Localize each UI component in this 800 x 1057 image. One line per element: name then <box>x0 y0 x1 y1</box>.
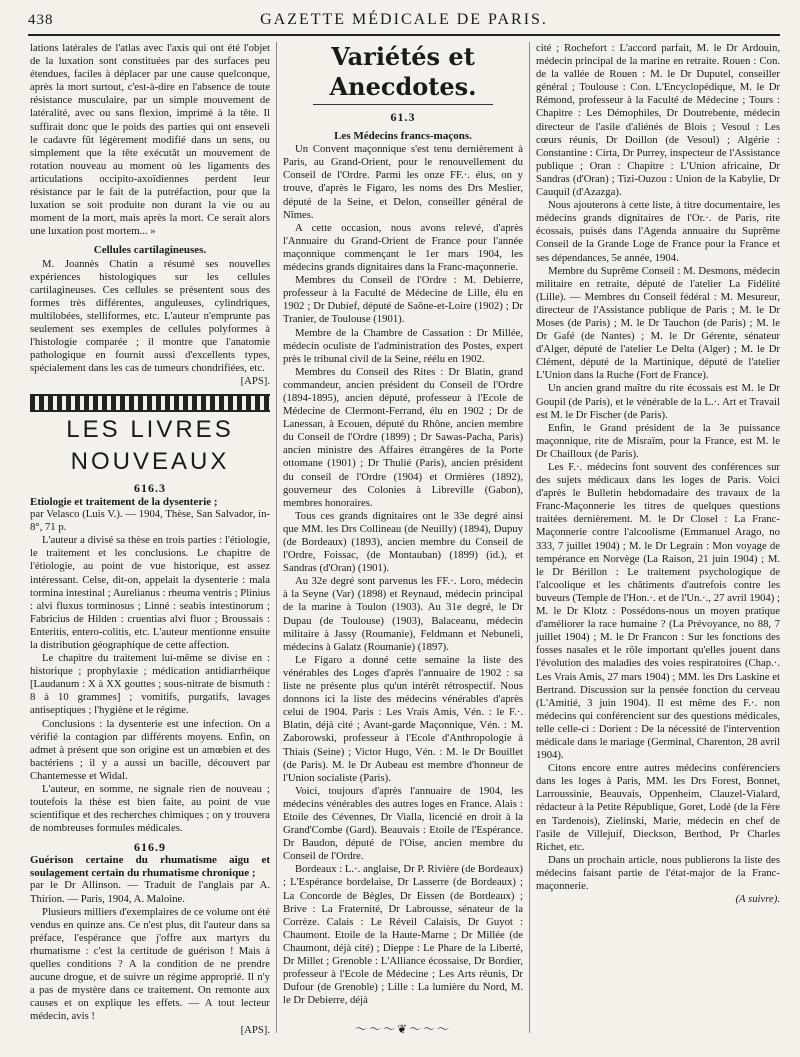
signature-aps: [APS]. <box>240 1023 270 1036</box>
paragraph: Le chapitre du traitement lui-même se divise en : historique ; prophylaxie ; médication antidiarrhéique [Laudanum : X à XX gouttes ; sous-nitrate de bismuth : 8 à 10 grammes] ; vomitifs, purgatifs, lavages antiseptiques ; l'hygiène et le régime. <box>30 652 270 717</box>
paragraph: Dans un prochain article, nous publierons la liste des médecins faisant partie de l'état-major de la Franc-maçonnerie. <box>536 853 780 892</box>
paragraph: Le Figaro a donné cette semaine la liste des vénérables des Loges d'après l'annuaire de 1902 : sa liste ne présente plus qu'un intérêt rétrospectif. Nous donnons ici la liste des médecins vénérables d'après celui de 1904. Paris : Les Vrais Amis, Vén. : le F.·. Blatin, déjà cité ; Avant-garde Maçonnique, Vén. : M. Zaborowski, professeur à l'Ecole d'Anthropologie à Thiais (Seine) ; Victor Hugo, Vén. : M. le Dr Bouillet (de Paris). M. le Dr Aubeau est membre d'honneur de l'Union socialiste (Paris). <box>283 653 523 784</box>
paragraph: Membres du Conseil de l'Ordre : M. Debierre, professeur à la Faculté de Médecine de Lille, élu en 1902 ; Dr Dubief, député de Saône-et-Loire (1902) ; Dr Tranier, de Toulouse (1901). <box>283 274 523 326</box>
paragraph: lations latérales de l'atlas avec l'axis qui ont été l'objet de la luxation sont constituées par des surfaces peu étendues, faciles à déplacer par une cause quelconque, après la mort surtout, c'est-à-dire en l'absence de toute résistance musculaire, par un simple mouvement de latéralité, avec ou sans flexion, imprimé à la tête. Il suffirait donc que le poids des parties qui ont enseveli le cadavre fût légèrement modifié dans un sens, ou simplement que la tête exécutât un mouvement de rotation nouveau au moment où les ligaments des articulations occipito-axoïdiennes perdent leur résistance par le fait de la putréfaction, pour que la luxation se soit produite non durant la vie ou au moment de la mort, mais après la mort. Ce serait alors une luxation post mortem... » <box>30 42 270 238</box>
page-number: 438 <box>28 12 54 28</box>
column-divider <box>276 42 277 1033</box>
paragraph: Nous ajouterons à cette liste, à titre documentaire, les médecins grands dignitaires de l'Or.·. de Paris, rite écossais, puisés dans l'Agenda annuaire du Suprême Conseil de la Grande Loge de France pour la France et ses dépendances, 5e année, 1904. <box>536 199 780 264</box>
book-title: Etiologie et traitement de la dysenterie ; <box>30 495 218 508</box>
column-right <box>536 42 780 906</box>
column-middle <box>283 42 523 1007</box>
paragraph: A cette occasion, nous avons relevé, d'après l'Annuaire du Grand-Orient de France pour l'année maçonnique commençant le 1er mars 1904, les médecins grands dignitaires dans la Franc-maçonnerie. <box>283 221 523 274</box>
paragraph: Les F.·. médecins font souvent des conférences sur des sujets médicaux dans les loges de Paris. Voici d'après le Bulletin hebdomadaire des travaux de la Franc-Maçonnerie les titres de quelques questions traitées dernièrement. M. le Dr Closel : La Franc-Maçonnerie contre l'alcoolisme (Emmanuel Arago, no 333, 7 juillet 1904) ; M. le Dr Legrain : Mon voyage de tempérance en Norvège (La Raison, 21 juin 1904) ; M. le Dr Bérillon : Le traitement psychologique de l'alcoolique et les châtiments d'autrefois contre les buveurs (Temple de l'Hon.·. et de l'Un.·., 27 avril 1904) ; M. le Dr Klotz : Possédons-nous un moyen pratique d'améliorer la race humaine ? (La Prévoyance, no 88, 7 juillet 1904) ; M. le Dr Francon : Sur les fonctions des fosses nasales et le rôle important qu'elles jouent dans l'évolution des maladies des voies respiratoires (Chap.·. Les Vrais Amis, 27 mars 1904) ; MM. les Drs Laskine et Bertrand. Discussion sur la pensée fonction du cerveau (L'Amitié, 3 juin 1904). Il est même des F.·. non médecins qui conférencient sur des questions médicales, telle celle-ci : Dorient : De la nécessité de l'intervention médicale dans le mariage (Germinal, Charenton, 28 avril 1904). <box>536 461 780 762</box>
book-reference: par Velasco (Luis V.). — 1904, Thèse, San Salvador, in-8°, 71 p. <box>30 508 270 534</box>
paragraph: L'auteur a divisé sa thèse en trois parties : l'étiologie, le traitement et les conclusions. Le chapitre de l'étiologie, au point de vue historique, est assez intéressant. Celse, dit-on, appelait la dysenterie : mala tormina intestinal ; Aurelianus : rheuma ventris ; Plinius : alvi fluxus torminosus ; Linné : seabis intestinorum ; Fabricius de Hilden : cruentias alvi fluor ; Broussais : Enteritis, entero-colitis, etc. L'auteur mentionne ensuite la distribution géographique de cette affection. <box>30 534 270 651</box>
article-heading: Les Médecins francs-maçons. <box>334 130 472 143</box>
section-rule <box>313 104 493 105</box>
book-reference: par le Dr Allinson. — Traduit de l'anglais par A. Thirion. — Paris, 1904, A. Maloine. <box>30 879 270 905</box>
paragraph: cité ; Rochefort : L'accord parfait, M. le Dr Ardouin, médecin principal de la marine en retraite. Rouen : Con. de la vallée de Rouen : M. le Dr Duputel, conseiller général ; Toulouse : Con. L'Encyclopédique, M. le Dr Rémond, professeur à la Faculté de Médecine ; Tours : Chapitre : Les Démophiles, Dr Doutrebente, médecin directeur de l'asile d'aliénés de Blois ; Vesoul : Les cœurs réunis, Dr Doillon (de Vesoul) ; Algérie : Constantine : Cirta, Dr Purrey, inspecteur de l'Assistance publique ; Oran : Chapitre : L'Union africaine, Dr Sandras (d'Oran) ; Tizi-Ouzou : Union de la Kabylie, Dr Cauquil (d'Azazga). <box>536 42 780 199</box>
section-title: Variétés et Anecdotes. <box>329 42 477 101</box>
classification-number: 61.3 <box>390 110 416 124</box>
paragraph: Membres du Conseil des Rites : Dr Blatin, grand commandeur, ancien président du Conseil de l'Ordre (1894-1895), ancien député, professeur à l'Ecole de Médecine de Clermont-Ferrand, élu en 1902 ; Dr de Lanessan, à Ecouen, député du Rhône, ancien membre du Conseil de l'Ordre (1899) ; Dr Sawas-Pacha, Paris) ancien ministre des Affaires étrangères de la Porte ottomane (1901) ; Dr Thulié (Paris), ancien président du conseil de l'Ordre (1904) et Ormières (1892), gouverneur des Colonies à Libreville (Gabon), membres honoraires. <box>283 365 523 509</box>
classification-number: 616.3 <box>134 481 166 496</box>
paragraph: Conclusions : la dysenterie est une infection. On a vérifié la contagion par différents moyens. Enfin, on admet à présent que son origine est un amœbien et des bactériens ; il y a aussi un bacille, découvert par Chantemesse et Widal. <box>30 717 270 782</box>
column-divider <box>529 42 530 1033</box>
subheading: Cellules cartilagineuses. <box>93 244 207 257</box>
paragraph: Voici, toujours d'après l'annuaire de 1904, les médecins vénérables des autres loges en France. Alais : Etoile des Cévennes, Dr Vialla, licencié en droit à la Grand'Combe (Gard). Beauvais : Etoile de l'Espérance. Dr Baudon, député de l'Oise, ancien membre du Conseil de l'Ordre. <box>283 784 523 863</box>
page-header <box>28 8 780 34</box>
paragraph: Plusieurs milliers d'exemplaires de ce volume ont été vendus en quinze ans. Ce n'est plus, dit l'auteur dans sa préface, l'espérance que j'offre aux martyrs du rhumatisme : c'est la certitude de guérison ! Mais à quelles conditions ? A la condition de ne prendre aucune drogue, et de suivre un régime approprié. Il n'y a pas de mystère dans ce traitement. On remonte aux causes et on explique les effets. — A tout lecteur médecin, avis ! <box>30 905 270 1023</box>
ornament-rule <box>30 394 270 412</box>
paragraph: Citons encore entre autres médecins conférenciers dans les loges à Paris, MM. les Drs Forest, Bonnet, Larroussinie, Beauvais, Oppenheim, Clauzel-Vialard, rédacteur à la Petite République, Goret, Lodé (de la Fère en Tardenois), Zielinski, Marie, médecin en chef de l'asile de Villejuif, Dieckson, Berthod, Pr Charles Richet, etc. <box>536 762 780 853</box>
paragraph: Membre de la Chambre de Cassation : Dr Millée, médecin oculiste de l'administration des Postes, expert près le tribunal civil de la Seine, réélu en 1902. <box>283 326 523 365</box>
paragraph: Enfin, le Grand président de la 3e puissance maçonnique, rite de Misraïm, pour la France, est M. le Dr Chailloux (de Paris). <box>536 421 780 460</box>
paragraph: Un Convent maçonnique s'est tenu dernièrement à Paris, au Grand-Orient, pour le renouvellement du Conseil de l'Ordre. Parmi les onze FF.·. élus, on y trouve, d'après le Figaro, les noms des Drs Meslier, député de la Seine, et Delon, conseiller général de Nîmes. <box>283 143 523 221</box>
to-be-continued: (A suivre). <box>735 893 780 906</box>
journal-title: GAZETTE MÉDICALE DE PARIS. <box>260 11 548 28</box>
signature-aps: [APS]. <box>240 375 270 388</box>
paragraph: Un ancien grand maître du rite écossais est M. le Dr Goupil (de Paris), et le vénérable de la L.·. Art et Travail est M. le Dr Fischer (de Paris). <box>536 382 780 421</box>
column-left <box>30 42 270 1037</box>
classification-number: 616.9 <box>134 840 166 855</box>
book-title: Guérison certaine du rhumatisme aigu et soulagement certain du rhumatisme chronique ; <box>30 854 270 879</box>
paragraph: Membre du Suprême Conseil : M. Desmons, médecin militaire en retraite, député de l'atelier La Fidélité (Lille). — Membres du Conseil fédéral : M. Mesureur, directeur de l'Assistance publique de Paris ; M. le Dr Moses (de Paris) ; M. le Dr Tauchon (de Paris) ; M. le Dr Gafé (de Nantes) ; M. le Dr Gérente, sénateur d'Alger, député de l'atelier Le Delta (Alger) ; M. le Dr Clément, député de la Martinique, député de l'atelier L'Union dans la Ruche (Fort de France). <box>536 264 780 382</box>
paragraph: Bordeaux : L.·. anglaise, Dr P. Rivière (de Bordeaux) ; L'Espérance bordelaise, Dr Lasserre (de Bordeaux) ; La Concorde de Bègles, Dr Eissen (de Bordeaux) ; Brive : La Fraternité, Dr Labrousse, sénateur de la Corrèze. Calais : Le Réveil Calaisis, Dr Guyot : Chaumont. Etoile de la Haute-Marne ; Dr Millée (de Chaumont, déjà cité) ; Dieppe : Le Phare de la Liberté, Dr Millet ; Grenoble : L'Alliance écossaise, Dr Bordier, professeur à l'Ecole de Médecine ; Les Arts réunis, Dr Dufour (de Grenoble) ; Lille : La lumière du Nord, M. le Dr Debierre, déjà <box>283 863 523 1007</box>
paragraph: M. Joannès Chatin a résumé ses nouvelles expériences histologiques sur les cellules cartilagineuses. Ces cellules se présentent sous des formes très différentes, anguleuses, cylindriques, multilobées, stelliformes, etc. L'auteur n'emprunte pas seulement ses exemples de cellules polyformes à l'histologie comparée ; il montre que l'anatomie pathologique en fournit aussi d'excellents types, spécialement dans les cas de tumeurs chondrifiées, etc. <box>30 257 270 375</box>
paragraph: Tous ces grands dignitaires ont le 33e degré ainsi que MM. les Drs Collineau (de Neuilly) (1894), Dupuy (de Bordeaux) (1893), ancien membre du Conseil de l'Ordre, Foissac, (de Montauban) (1899) (id.), et Sandras (d'Oran) (1901). <box>283 509 523 575</box>
section-title-line2: NOUVEAUX <box>70 448 230 476</box>
section-title-line1: LES LIVRES <box>66 416 234 444</box>
header-rule <box>28 34 780 36</box>
ornament-flourish: 〜〜〜❦〜〜〜 <box>354 1022 452 1036</box>
paragraph: L'auteur, en somme, ne signale rien de nouveau ; toutefois la thèse est bien faite, au point de vue scientifique et des recherches chimiques ; on y trouvera de nombreuses formules médicales. <box>30 783 270 835</box>
paragraph: Au 32e degré sont parvenus les FF.·. Loro, médecin à la Seyne (Var) (1898) et Reynaud, médecin principal de la marine à Toulon (1903). Au 31e degré, le Dr Dupau (de Toulouse) (1903), Balaceanu, médecin militaire à Jassy (Roumanie), Feldmann et Nebuneli, médecins à Galatz (Roumanie) (1897). <box>283 575 523 653</box>
